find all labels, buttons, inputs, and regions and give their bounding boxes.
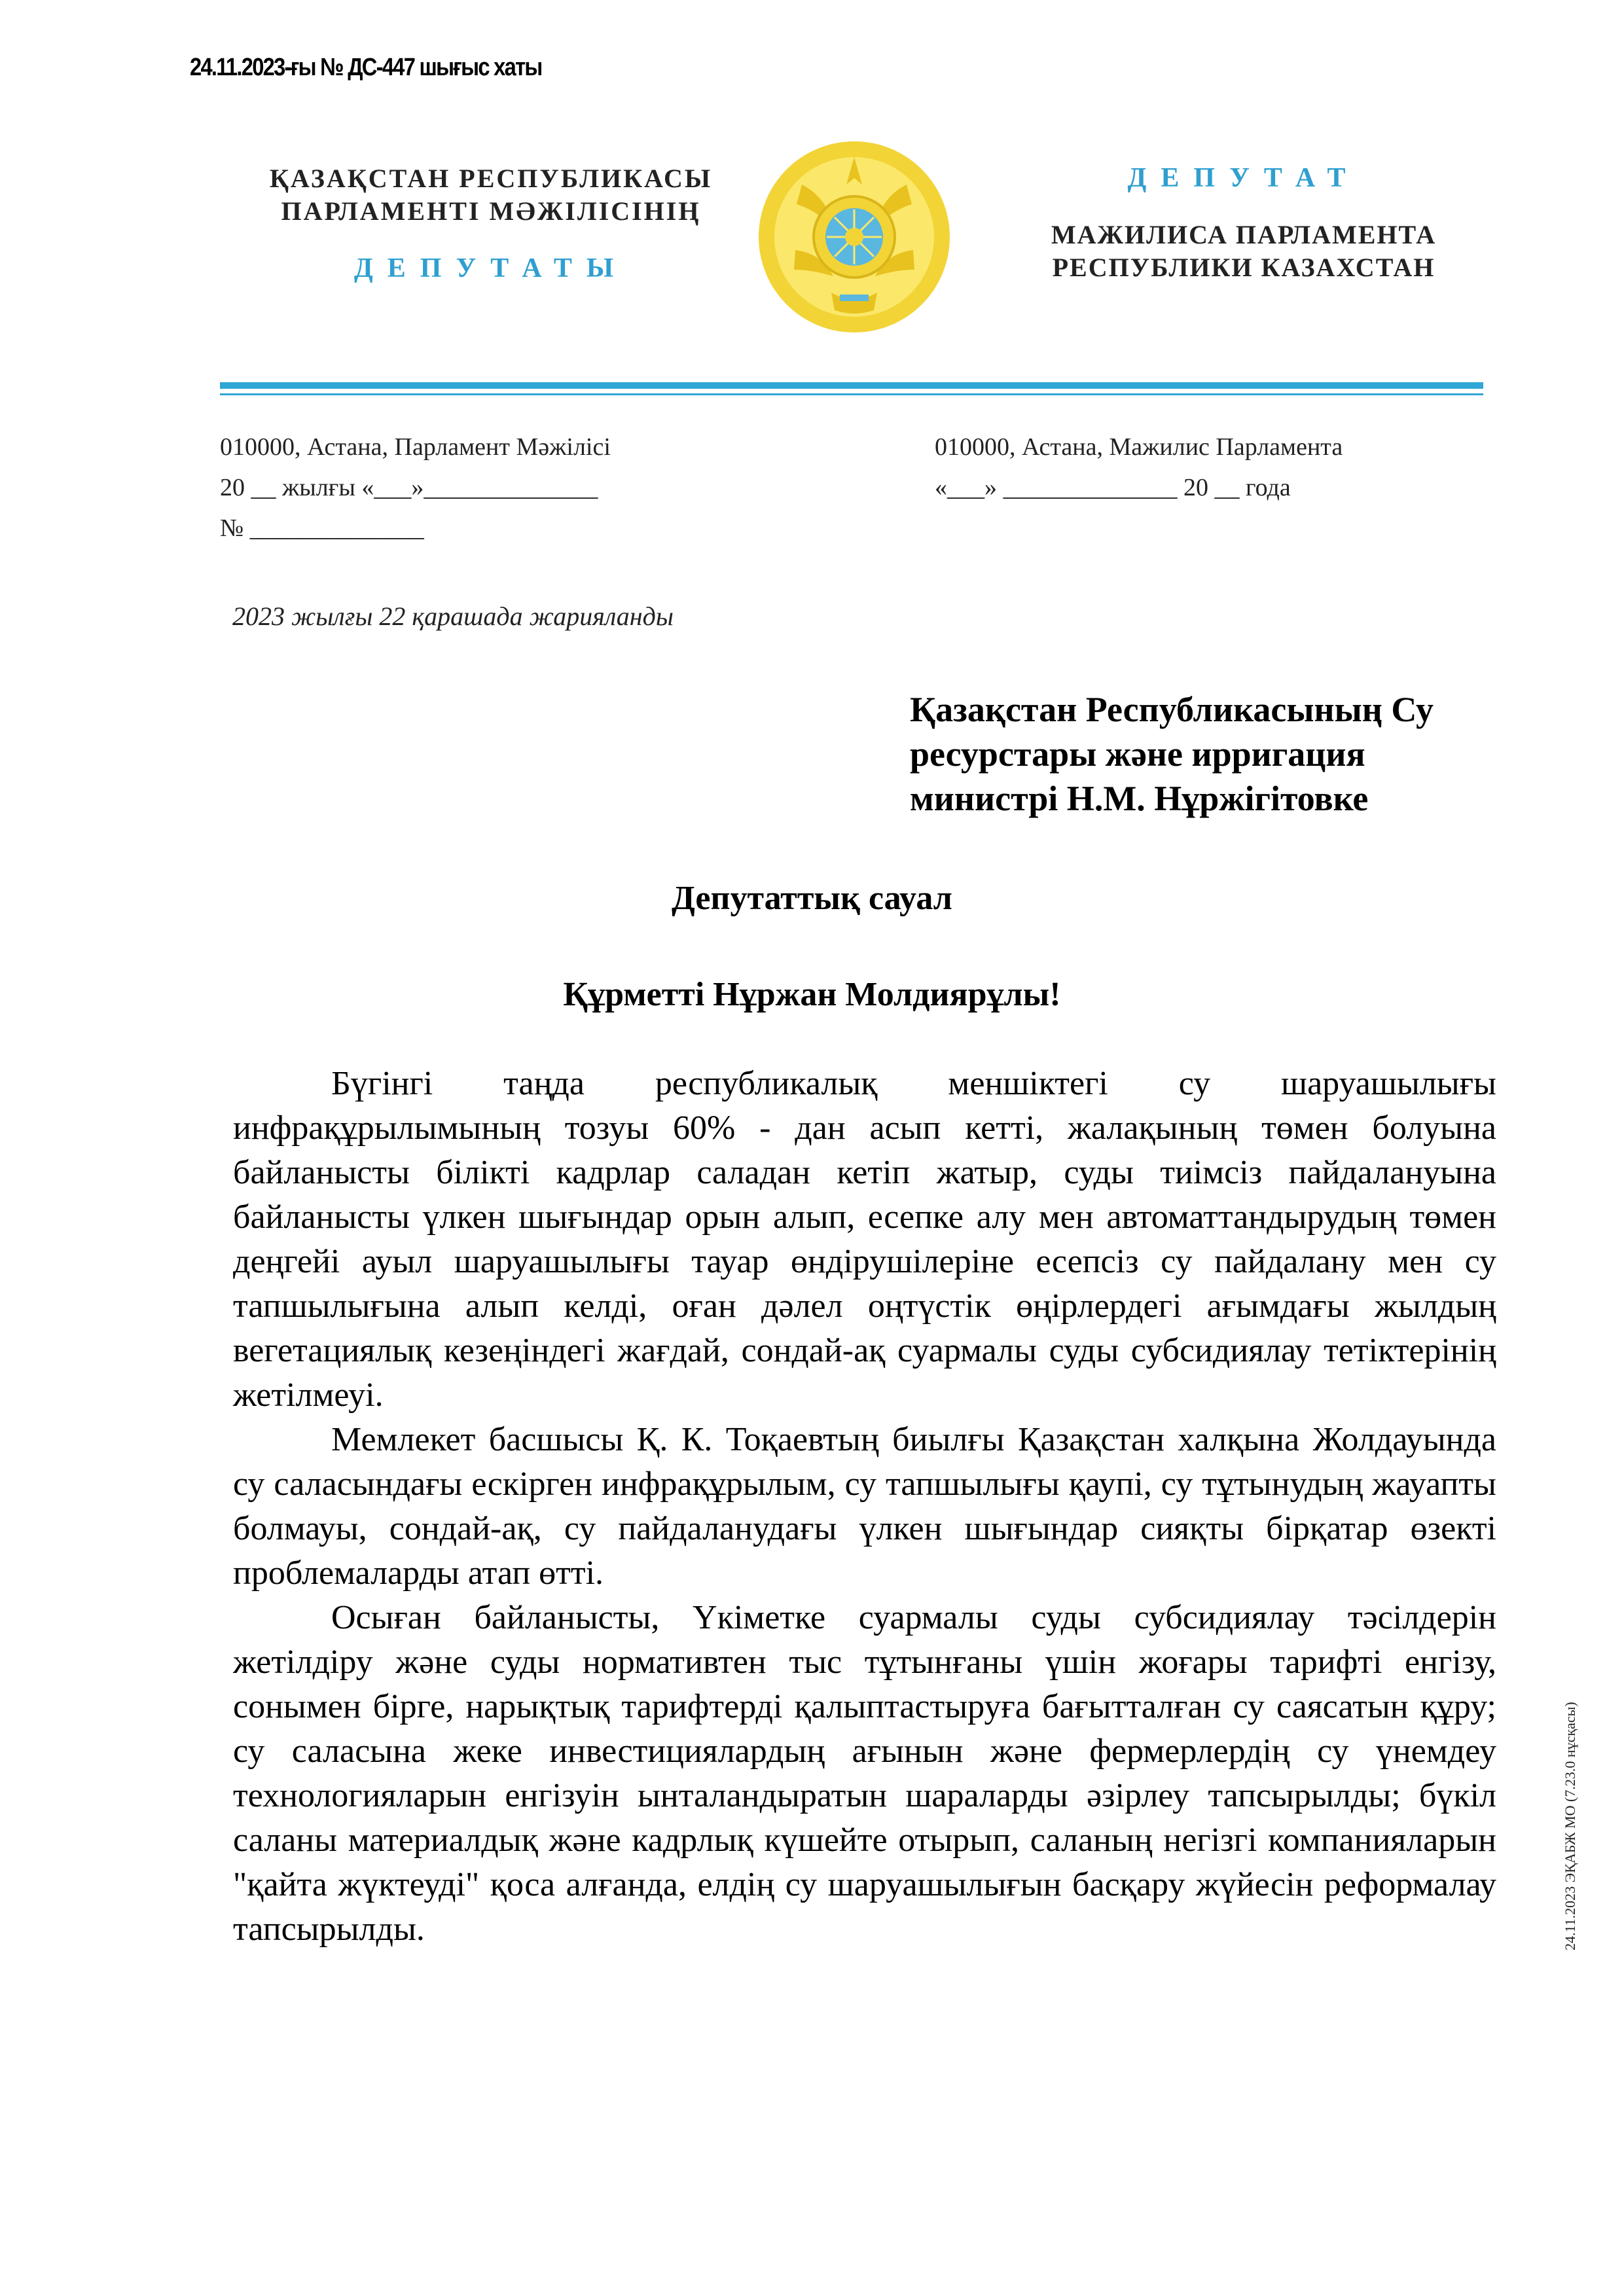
address-kz-date: 20 __ жылғы «___»______________ xyxy=(220,474,598,501)
published-date: 2023 жылғы 22 қарашада жарияланды xyxy=(232,601,674,631)
document-subject: Депутаттық сауал xyxy=(672,880,952,917)
address-kz-line1: 010000, Астана, Парламент Мәжілісі xyxy=(220,433,611,461)
letterhead-ru xyxy=(995,162,1492,284)
address-ru-date: «___» ______________ 20 __ года xyxy=(935,474,1291,501)
letterhead-ru-deputy: ДЕПУТАТ xyxy=(1127,163,1360,193)
outgoing-number: 24.11.2023-ғы № ДС-447 шығыс хаты xyxy=(190,54,542,81)
recipient-line2: ресурстары және ирригация xyxy=(910,734,1365,774)
address-kz-number: № ______________ xyxy=(220,514,424,542)
letter-body xyxy=(233,1062,1496,1952)
system-side-note: 24.11.2023 ЭҚАБЖ МО (7.23.0 нұсқасы) xyxy=(1562,1702,1578,1950)
salutation: Құрметті Нұржан Молдиярұлы! xyxy=(563,976,1061,1013)
letterhead-ru-line2: РЕСПУБЛИКИ КАЗАХСТАН xyxy=(1052,253,1435,282)
letterhead-divider-thin xyxy=(220,393,1483,395)
address-ru-line1: 010000, Астана, Мажилис Парламента xyxy=(935,433,1343,461)
letterhead-divider xyxy=(220,382,1483,389)
recipient-line3: министрі Н.М. Нұржігітовке xyxy=(910,779,1369,818)
letterhead-kz-line2: ПАРЛАМЕНТІ МӘЖІЛІСІНІҢ xyxy=(281,196,701,226)
address-kz xyxy=(220,427,611,548)
body-paragraph: Мемлекет басшысы Қ. К. Тоқаевтың биылғы Қазақстан халқына Жолдауында су саласындағы ескірген инфрақұрылым, су тапшылығы қаупі, су тұтынудың жауапты болмауы, сондай-ақ, су пайдаланудағы үлкен шығындар сияқты бірқатар өзекті проблемаларды атап өтті. xyxy=(233,1421,1496,1592)
letterhead-kz-line1: ҚАЗАҚСТАН РЕСПУБЛИКАСЫ xyxy=(269,164,713,193)
recipient-block xyxy=(910,687,1499,821)
recipient-line1: Қазақстан Республикасының Су xyxy=(910,690,1434,729)
address-ru xyxy=(935,427,1343,508)
letterhead-kz-deputy: ДЕПУТАТЫ xyxy=(353,253,628,283)
body-paragraph: Осыған байланысты, Үкіметке суармалы суды субсидиялау тәсілдерін жетілдіру және суды нормативтен тыс тұтынғаны үшін жоғары тарифті енгізу, сонымен бірге, нарықтық тарифтерді қалыптастыруға бағытталған су саясатын құру; су саласына жеке инвестициялардың ағынын және фермерлердің су үнемдеу технологияларын енгізуін ынталандыратын шараларды әзірлеу тапсырылды; бүкіл саланы материалдық және кадрлық күшейте отырып, саланың негізгі компанияларын "қайта жүктеуді" қоса алғанда, елдің су шаруашылығын басқару жүйесін реформалау тапсырылды. xyxy=(233,1599,1496,1948)
body-paragraph: Бүгінгі таңда республикалық меншіктегі су шаруашылығы инфрақұрылымының тозуы 60% - дан асып кетті, жалақының төмен болуына байланысты білікті кадрлар саладан кетіп жатыр, суды тиімсіз пайдалануына байланысты үлкен шығындар орын алып, есепке алу мен автоматтандырудың төмен деңгейі ауыл шаруашылығы тауар өндірушілеріне есепсіз су пайдалану мен су тапшылығына алып келді, оған дәлел оңтүстік өңірлердегі ағымдағы жылдың вегетациялық кезеңіндегі жағдай, сондай-ақ суармалы суды субсидиялау тетіктерінің жетілмеуі. xyxy=(233,1065,1496,1414)
letterhead-kz xyxy=(236,162,746,284)
state-emblem-icon xyxy=(756,139,952,335)
letterhead-ru-line1: МАЖИЛИСА ПАРЛАМЕНТА xyxy=(1051,220,1437,249)
